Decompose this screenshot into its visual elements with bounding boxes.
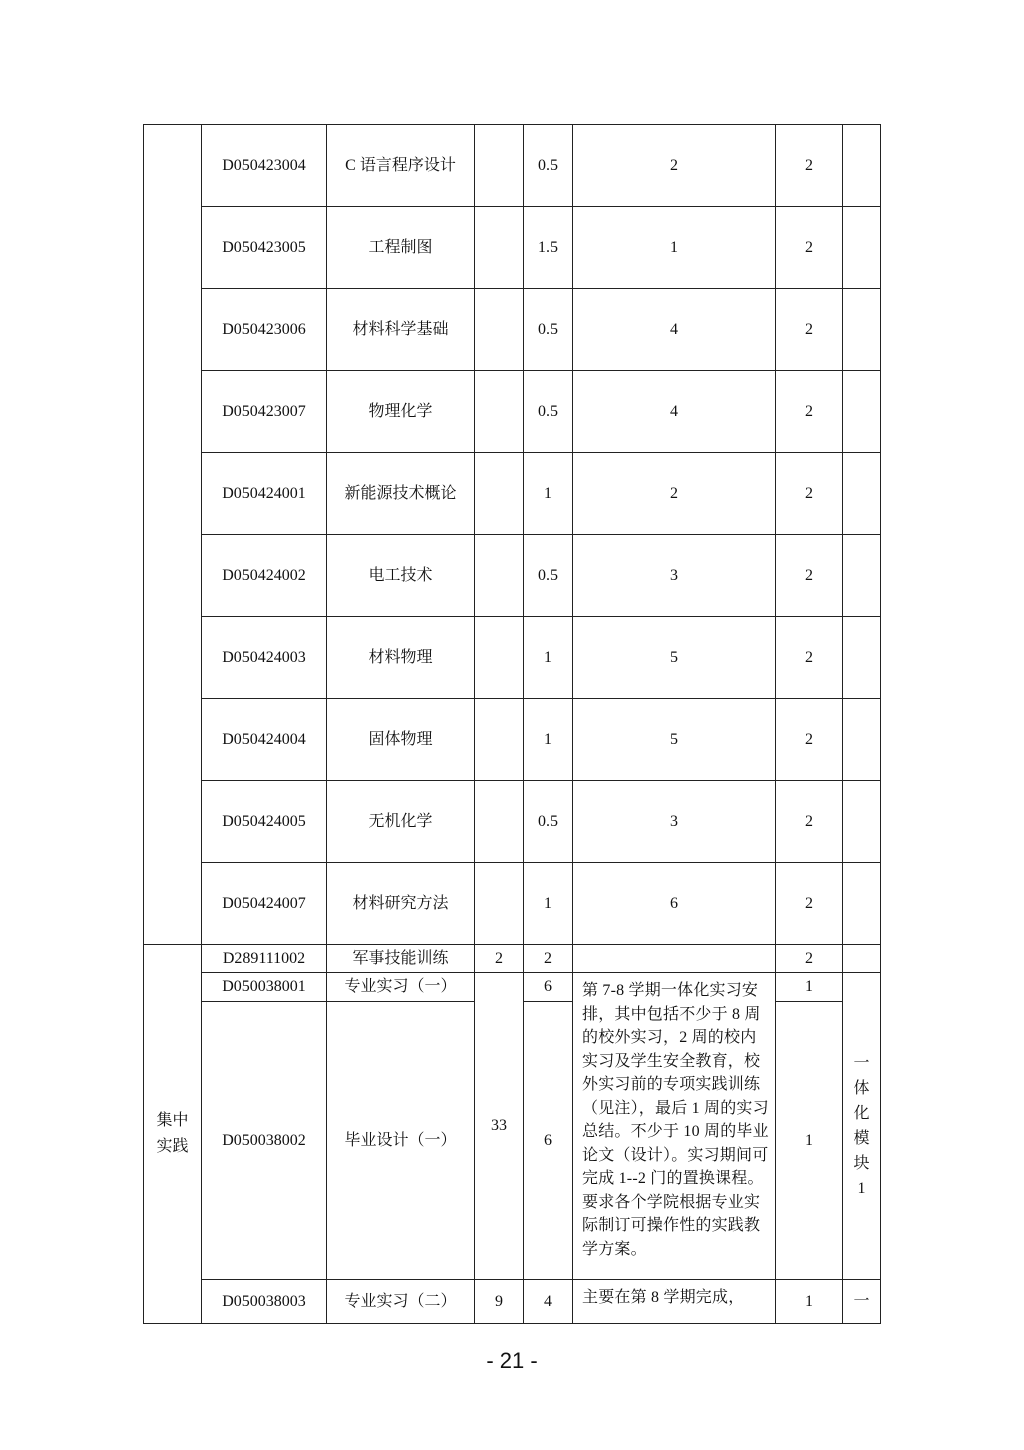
table-row bbox=[144, 781, 881, 863]
credits-cell bbox=[475, 453, 524, 535]
shared-credits: 33 bbox=[475, 973, 524, 1280]
category-practice bbox=[144, 945, 202, 1324]
hours-cell: 1 bbox=[524, 699, 573, 781]
intern2-type: 1 bbox=[776, 1280, 843, 1324]
intern2-note: 一 bbox=[843, 1280, 881, 1324]
module-char: 一 bbox=[853, 1055, 870, 1072]
table-row bbox=[144, 371, 881, 453]
category-line: 实践 bbox=[156, 1138, 189, 1155]
type-cell: 2 bbox=[776, 125, 843, 207]
hours-cell: 1 bbox=[524, 453, 573, 535]
module-char: 1 bbox=[857, 1180, 866, 1197]
course-code: D050423005 bbox=[202, 207, 327, 289]
hours-cell: 1 bbox=[524, 863, 573, 945]
module-char: 体 bbox=[853, 1080, 870, 1097]
semester-cell: 4 bbox=[573, 289, 776, 371]
note-cell bbox=[843, 699, 881, 781]
semester-cell: 2 bbox=[573, 125, 776, 207]
course-code: D050424007 bbox=[202, 863, 327, 945]
type-cell: 2 bbox=[776, 535, 843, 617]
intern2-hours: 4 bbox=[524, 1280, 573, 1324]
type-cell: 2 bbox=[776, 781, 843, 863]
semester-cell: 2 bbox=[573, 453, 776, 535]
note-cell bbox=[843, 617, 881, 699]
note-cell bbox=[843, 289, 881, 371]
note-cell bbox=[843, 125, 881, 207]
table-row bbox=[144, 863, 881, 945]
table-row bbox=[144, 945, 881, 973]
hours-cell: 0.5 bbox=[524, 371, 573, 453]
military-credits: 2 bbox=[475, 945, 524, 973]
course-code: D050423006 bbox=[202, 289, 327, 371]
hours-cell: 0.5 bbox=[524, 535, 573, 617]
military-note bbox=[843, 945, 881, 973]
table-row bbox=[144, 207, 881, 289]
course-name: 物理化学 bbox=[327, 371, 475, 453]
category-line: 集中 bbox=[156, 1112, 189, 1129]
type-cell: 2 bbox=[776, 371, 843, 453]
course-name: 新能源技术概论 bbox=[327, 453, 475, 535]
credits-cell bbox=[475, 781, 524, 863]
note-cell bbox=[843, 453, 881, 535]
module-label bbox=[843, 973, 881, 1280]
credits-cell bbox=[475, 125, 524, 207]
intern1-hours: 6 bbox=[524, 973, 573, 1002]
credits-cell bbox=[475, 289, 524, 371]
design1-hours: 6 bbox=[524, 1002, 573, 1280]
note-cell bbox=[843, 371, 881, 453]
note-cell bbox=[843, 863, 881, 945]
semester-cell: 5 bbox=[573, 617, 776, 699]
table-row bbox=[144, 535, 881, 617]
credits-cell bbox=[475, 207, 524, 289]
course-name: 材料物理 bbox=[327, 617, 475, 699]
table-row bbox=[144, 973, 881, 1002]
note-cell bbox=[843, 781, 881, 863]
course-code: D050424003 bbox=[202, 617, 327, 699]
credits-cell bbox=[475, 699, 524, 781]
type-cell: 2 bbox=[776, 207, 843, 289]
course-table bbox=[143, 124, 881, 1324]
credits-cell bbox=[475, 371, 524, 453]
credits-cell bbox=[475, 617, 524, 699]
table-row bbox=[144, 1280, 881, 1324]
course-name: 材料科学基础 bbox=[327, 289, 475, 371]
note-cell bbox=[843, 207, 881, 289]
course-code: D050424004 bbox=[202, 699, 327, 781]
hours-cell: 1 bbox=[524, 617, 573, 699]
intern2-description: 主要在第 8 学期完成， bbox=[573, 1280, 776, 1324]
course-name: 电工技术 bbox=[327, 535, 475, 617]
intern2-name: 专业实习（二） bbox=[327, 1280, 475, 1324]
military-name: 军事技能训练 bbox=[327, 945, 475, 973]
semester-cell: 4 bbox=[573, 371, 776, 453]
type-cell: 2 bbox=[776, 453, 843, 535]
course-name: 无机化学 bbox=[327, 781, 475, 863]
type-cell: 2 bbox=[776, 699, 843, 781]
course-code: D050423004 bbox=[202, 125, 327, 207]
category-cell bbox=[144, 125, 202, 945]
design1-name: 毕业设计（一） bbox=[327, 1002, 475, 1280]
intern1-code: D050038001 bbox=[202, 973, 327, 1002]
credits-cell bbox=[475, 535, 524, 617]
module-char: 化 bbox=[853, 1105, 870, 1122]
military-hours: 2 bbox=[524, 945, 573, 973]
semester-cell: 3 bbox=[573, 781, 776, 863]
military-code: D289111002 bbox=[202, 945, 327, 973]
type-cell: 2 bbox=[776, 863, 843, 945]
course-name: 材料研究方法 bbox=[327, 863, 475, 945]
course-code: D050423007 bbox=[202, 371, 327, 453]
table-row bbox=[144, 289, 881, 371]
semester-cell: 1 bbox=[573, 207, 776, 289]
intern1-name: 专业实习（一） bbox=[327, 973, 475, 1002]
course-name: 固体物理 bbox=[327, 699, 475, 781]
type-cell: 2 bbox=[776, 617, 843, 699]
semester-cell: 3 bbox=[573, 535, 776, 617]
course-code: D050424005 bbox=[202, 781, 327, 863]
military-semester bbox=[573, 945, 776, 973]
module-char: 模 bbox=[853, 1130, 870, 1147]
shared-description: 第 7-8 学期一体化实习安排，其中包括不少于 8 周的校外实习，2 周的校内实习及学生安全教育，校外实习前的专项实践训练（见注），最后 1 周的实习总结。不少于 10 周的毕业论文（设计）。实习期间可完成 1--2 门的置换课程。要求各个学院根据专业实际制订可操作性的实践教学方案。 bbox=[573, 973, 776, 1280]
intern2-credits: 9 bbox=[475, 1280, 524, 1324]
course-code: D050424002 bbox=[202, 535, 327, 617]
intern1-type: 1 bbox=[776, 973, 843, 1002]
note-cell bbox=[843, 535, 881, 617]
military-type: 2 bbox=[776, 945, 843, 973]
hours-cell: 0.5 bbox=[524, 125, 573, 207]
page-number: - 21 - bbox=[486, 1348, 538, 1373]
intern2-code: D050038003 bbox=[202, 1280, 327, 1324]
semester-cell: 6 bbox=[573, 863, 776, 945]
table-row bbox=[144, 453, 881, 535]
course-code: D050424001 bbox=[202, 453, 327, 535]
credits-cell bbox=[475, 863, 524, 945]
table-row bbox=[144, 699, 881, 781]
hours-cell: 0.5 bbox=[524, 289, 573, 371]
semester-cell: 5 bbox=[573, 699, 776, 781]
type-cell: 2 bbox=[776, 289, 843, 371]
hours-cell: 1.5 bbox=[524, 207, 573, 289]
module-char: 块 bbox=[853, 1155, 870, 1172]
design1-type: 1 bbox=[776, 1002, 843, 1280]
course-name: C 语言程序设计 bbox=[327, 125, 475, 207]
course-name: 工程制图 bbox=[327, 207, 475, 289]
table-row bbox=[144, 125, 881, 207]
table-row bbox=[144, 617, 881, 699]
design1-code: D050038002 bbox=[202, 1002, 327, 1280]
hours-cell: 0.5 bbox=[524, 781, 573, 863]
